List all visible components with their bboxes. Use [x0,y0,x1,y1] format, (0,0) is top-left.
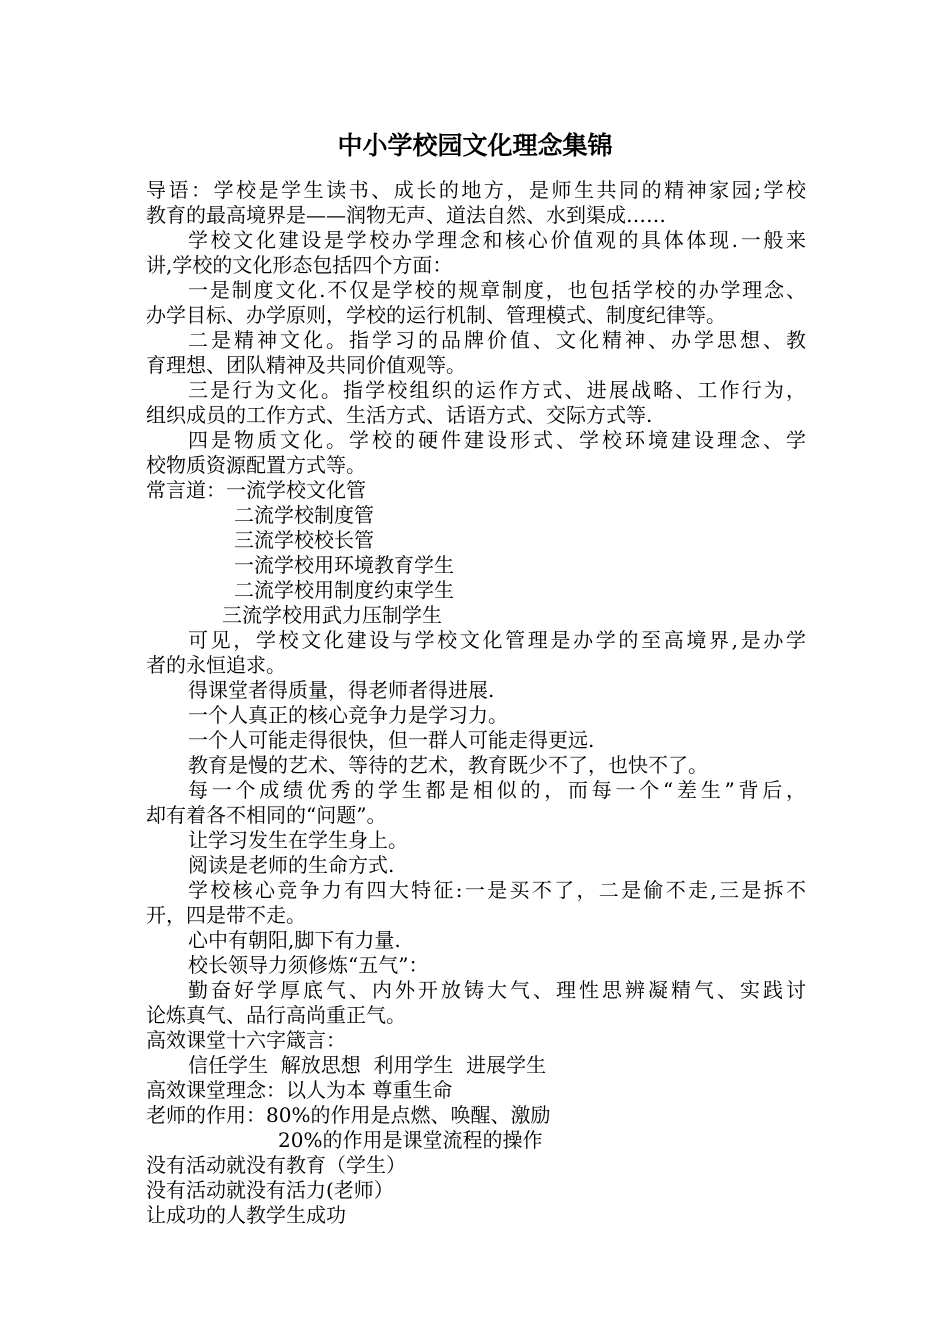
text-line: 校物质资源配置方式等。 [146,453,366,477]
text-line: 校长领导力须修炼“五气”： [188,953,429,977]
text-line: 育理想、团队精神及共同价值观等。 [146,353,466,377]
page-title: 中小学校园文化理念集锦 [337,131,613,160]
text-line: 三流学校用武力压制学生 [222,603,442,627]
text-line: 论炼真气、品行高尚重正气。 [146,1003,406,1027]
text-line: 却有着各不相同的“问题”。 [146,803,387,827]
text-line: 三是行为文化。指学校组织的运作方式、进展战略、工作行为， [188,378,806,402]
text-line: 办学目标、办学原则，学校的运行机制、管理模式、制度纪律等。 [146,303,726,327]
text-line: 学校文化建设是学校办学理念和核心价值观的具体体现.一般来 [188,228,806,252]
text-line: 常言道：一流学校文化管 [146,478,366,502]
text-line: 信任学生 解放思想 利用学生 进展学生 [188,1053,547,1077]
text-line: 一个人可能走得很快，但一群人可能走得更远. [188,728,595,752]
text-line: 老师的作用：80%的作用是点燃、唤醒、激励 [146,1103,551,1127]
text-line: 让学习发生在学生身上。 [188,828,408,852]
text-line: 心中有朝阳,脚下有力量. [188,928,401,952]
text-line: 没有活动就没有教育（学生） [146,1153,406,1177]
text-line: 高效课堂十六字箴言： [146,1028,346,1052]
text-line: 让成功的人教学生成功 [146,1203,346,1227]
text-line: 组织成员的工作方式、生活方式、话语方式、交际方式等. [146,403,653,427]
text-line: 开，四是带不走。 [146,903,306,927]
text-line: 教育的最高境界是——润物无声、道法自然、水到渠成…… [146,203,666,227]
text-line: 高效课堂理念：以人为本 尊重生命 [146,1078,453,1102]
text-line: 可见，学校文化建设与学校文化管理是办学的至高境界,是办学 [188,628,806,652]
text-line: 导语：学校是学生读书、成长的地方，是师生共同的精神家园;学校 [146,178,806,202]
text-line: 二流学校制度管 [234,503,374,527]
text-line: 讲,学校的文化形态包括四个方面： [146,253,453,277]
text-line: 者的永恒追求。 [146,653,286,677]
text-line: 一个人真正的核心竞争力是学习力。 [188,703,508,727]
text-line: 三流学校校长管 [234,528,374,552]
text-line: 二是精神文化。指学习的品牌价值、文化精神、办学思想、教 [188,328,806,352]
text-line: 学校核心竞争力有四大特征:一是买不了，二是偷不走,三是拆不 [188,878,806,902]
text-line: 没有活动就没有活力(老师） [146,1178,394,1202]
text-line: 一流学校用环境教育学生 [234,553,454,577]
text-line: 教育是慢的艺术、等待的艺术，教育既少不了，也快不了。 [188,753,708,777]
text-line: 阅读是老师的生命方式. [188,853,395,877]
text-line: 一是制度文化.不仅是学校的规章制度，也包括学校的办学理念、 [188,278,806,302]
text-line: 勤奋好学厚底气、内外开放铸大气、理性思辨凝精气、实践讨 [188,978,806,1002]
text-line: 二流学校用制度约束学生 [234,578,454,602]
text-line: 每一个成绩优秀的学生都是相似的，而每一个“差生”背后， [188,778,806,802]
text-line: 得课堂者得质量，得老师者得进展. [188,678,495,702]
text-line: 四是物质文化。学校的硬件建设形式、学校环境建设理念、学 [188,428,806,452]
text-line: 20%的作用是课堂流程的操作 [278,1128,543,1152]
